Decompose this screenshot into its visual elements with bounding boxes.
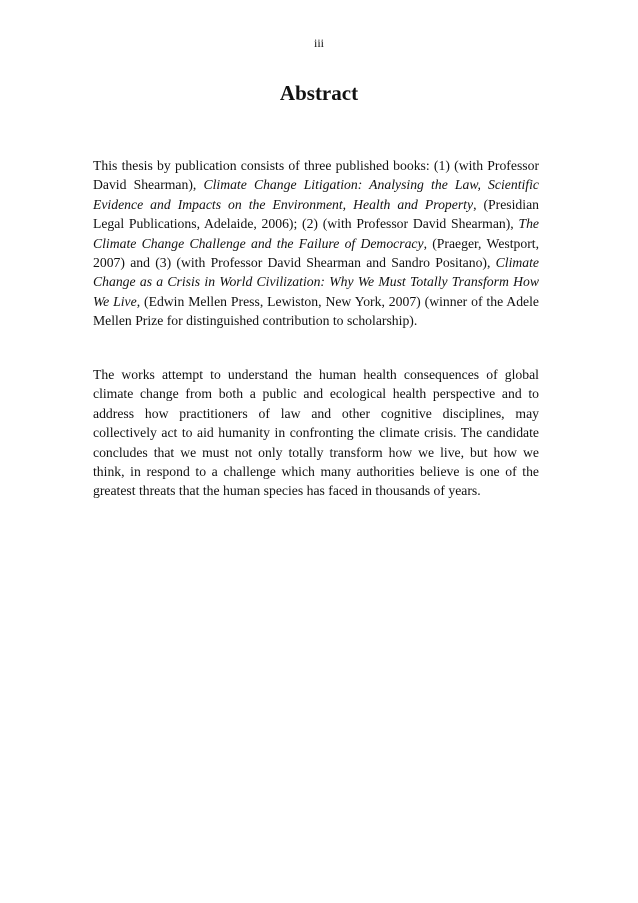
paragraph-text: This thesis by publication consists of three published books: (1) (with Professor David Shearman), (93, 158, 539, 193)
abstract-paragraph-1 (93, 156, 539, 331)
paragraph-text: , (Presidian Legal Publications, Adelaide, 2006); (2) (with Professor David Shearman), (93, 196, 539, 232)
paragraph-text: , (Praeger, Westport, 2007) and (3) (with Professor David Shearman and Sandro Positano), (93, 235, 539, 271)
book-title-3: Climate Change as a Crisis in World Civilization: Why We Must Totally Transform How We Live (93, 255, 539, 309)
book-title-1: Climate Change Litigation: Analysing the Law, Scientific Evidence and Impacts on the Environment, Health and Property (93, 177, 539, 212)
page-title: Abstract (279, 81, 359, 105)
paragraph-text: , (Edwin Mellen Press, Lewiston, New York, 2007) (winner of the Adele Mellen Prize for distinguished contribution to scholarship). (93, 293, 539, 329)
book-title-2: The Climate Change Challenge and the Failure of Democracy (93, 216, 539, 251)
page-number: iii (313, 36, 324, 50)
abstract-paragraph-2: The works attempt to understand the human health consequences of global climate change from both a public and ecological health perspective and to address how practitioners of law and other cognitive disciplines, may collectively act to aid humanity in confronting the climate crisis. The candidate concludes that we must not only totally transform how we live, but how we think, in respond to a challenge which many authorities believe is one of the greatest threats that the human species has faced in thousands of years. (93, 367, 539, 499)
